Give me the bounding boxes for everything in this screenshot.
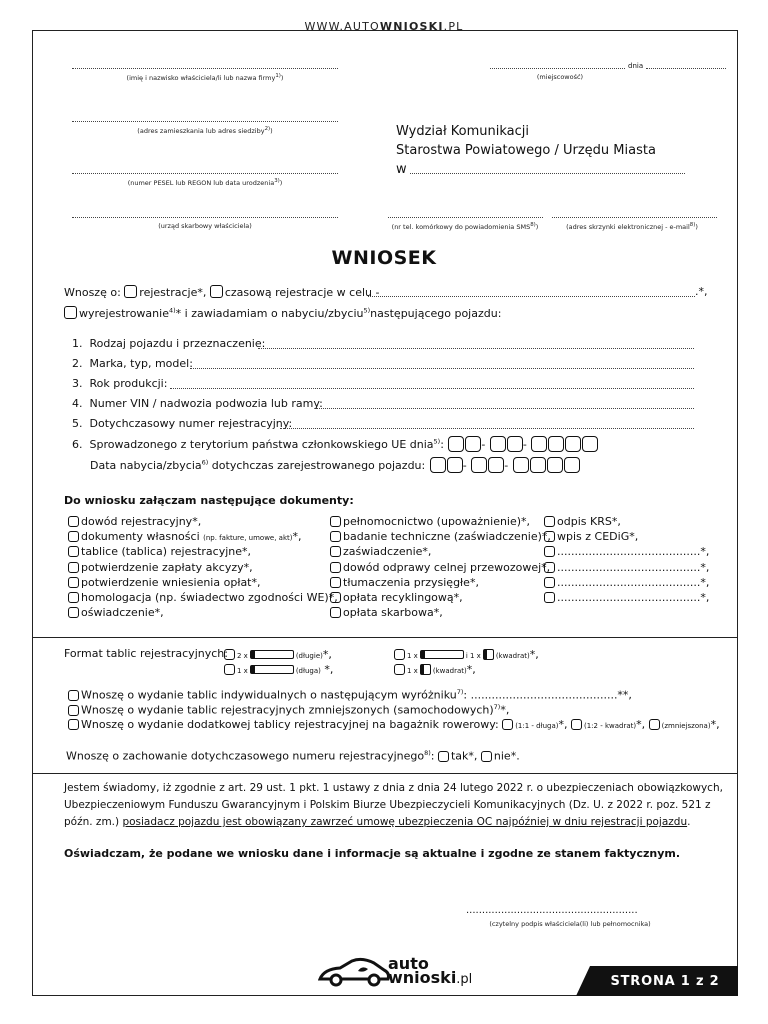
site-url: WWW.AUTOWNIOSKI.PL [304,20,464,33]
place-caption: (miejscowość) [536,73,584,81]
attachment-checkbox[interactable] [68,607,79,618]
attachment-item: wpis z CEDiG*, [544,530,638,543]
date-box[interactable] [465,436,481,452]
temporary-checkbox[interactable] [210,285,223,298]
production-year-input[interactable] [170,388,694,389]
attachment-item: .........................................*, [544,545,709,558]
phone-caption: (nr tel. komórkowy do powiadomienia SMS$^{8)}$) [391,222,539,232]
attachment-item: .........................................*, [544,576,709,589]
vehicle-field-5: 5. Dotychczasowy numer rejestracyjny: [72,417,293,430]
plate-checkbox[interactable] [224,664,235,675]
email-caption: (adres skrzynki elektronicznej - e-mail$^{8)}$) [566,222,698,232]
vehicle-field-4: 4. Numer VIN / nadwozia podwozia lub ramy: [72,397,323,410]
individual-plates-checkbox[interactable] [68,690,79,701]
dnia-label: dnia [628,62,644,70]
request-line2: wyrejestrowanie$^{4)}$* i zawiadamiam o nabyciu/zbyciu$^{5)}$następującego pojazdu: [64,306,501,320]
keep-yes-checkbox[interactable] [438,751,449,762]
attachment-item: .........................................*, [544,591,709,604]
date-box[interactable] [488,457,504,473]
attachment-checkbox[interactable] [544,531,555,542]
signature-field[interactable]: ...................................................... [466,905,638,916]
statement-line1: Jestem świadomy, iż zgodnie z art. 29 ust. 1 pkt. 1 ustawy z dnia z dnia 24 lutego 2022 r. o ubezpieczeniach obowiązkowych, [64,782,723,794]
form-title: WNIOSEK [331,247,437,269]
attachment-item: dowód rejestracyjny*, [68,515,201,528]
attachment-checkbox[interactable] [68,516,79,527]
long-plate-icon [420,650,464,659]
acquisition-date-row: Data nabycia/zbycia$^{6)}$ dotychczas zarejestrowanego pojazdu: - - [90,457,580,473]
long-plate-icon [250,665,294,674]
vehicle-type-input[interactable] [258,348,694,349]
keep-no-checkbox[interactable] [481,751,492,762]
date-box[interactable] [548,436,564,452]
date-field[interactable] [646,68,726,69]
attachment-item: dokumenty własności (np. fakture, umowe, akt)*, [68,530,302,543]
date-box[interactable] [565,436,581,452]
attachment-item: homologacja (np. świadectwo zgodności WE)*, [68,591,338,604]
statement-line2: Ubezpieczeniowym Funduszu Gwarancyjnym i Polskim Biurze Ubezpieczycieli Komunikacyjnych (Dz. U. z 2022 r. poz. 521 z [64,799,711,811]
tax-office-field[interactable] [72,217,338,218]
attachment-checkbox[interactable] [544,546,555,557]
date-box[interactable] [507,436,523,452]
date-box[interactable] [530,457,546,473]
plate-checkbox[interactable] [224,649,235,660]
office-city-field[interactable] [410,173,685,174]
temporary-purpose-field[interactable] [368,296,695,297]
date-box[interactable] [513,457,529,473]
reduced-plates-checkbox[interactable] [68,705,79,716]
attachment-checkbox[interactable] [68,562,79,573]
date-box[interactable] [582,436,598,452]
plate-option-1-square: 1 x (kwadrat)*, [394,663,476,676]
attachment-item: opłata recyklingową*, [330,591,463,604]
vehicle-field-3: 3. Rok produkcji: [72,377,168,390]
plate-option-2-long: 2 x (długie)*, [224,648,332,661]
plate-option-1-long: 1 x (długa) *, [224,663,333,676]
bike-plate-checkbox[interactable] [68,719,79,730]
addressee-line2: Starostwa Powiatowego / Urzędu Miasta [396,143,656,158]
reduced-plates-row: Wnoszę o wydanie tablic rejestracyjnych zmniejszonych (samochodowych)$^{7)}$*, [68,703,509,717]
attachment-checkbox[interactable] [544,592,555,603]
address-caption: (adres zamieszkania lub adres siedziby$^{2)}$) [137,126,273,136]
attachment-checkbox[interactable] [330,607,341,618]
attachment-checkbox[interactable] [330,546,341,557]
vehicle-field-2: 2. Marka, typ, model: [72,357,193,370]
plates-label: Format tablic rejestracyjnych: [64,647,228,660]
declaration: Oświadczam, że podane we wniosku dane i informacje są aktualne i zgodne ze stanem faktycznym. [64,847,681,860]
attachment-checkbox[interactable] [68,592,79,603]
phone-field[interactable] [388,217,543,218]
date-box[interactable] [547,457,563,473]
attachment-item: opłata skarbowa*, [330,606,443,619]
addressee-line3: w [396,162,407,177]
date-box[interactable] [430,457,446,473]
vin-input[interactable] [316,408,694,409]
attachment-checkbox[interactable] [330,516,341,527]
car-logo-icon [318,957,390,987]
attachment-checkbox[interactable] [544,562,555,573]
old-plate-input[interactable] [280,428,694,429]
section-divider [32,637,738,638]
attachment-item: tablice (tablica) rejestracyjne*, [68,545,251,558]
attachments-title: Do wniosku załączam następujące dokumenty: [64,494,354,507]
page-number: STRONA 1 z 2 [610,974,720,989]
long-plate-icon [250,650,294,659]
vehicle-field-1: 1. Rodzaj pojazdu i przeznaczenie: [72,337,266,350]
addressee-line1: Wydział Komunikacji [396,124,530,139]
pesel-caption: (numer PESEL lub REGON lub data urodzenia$^{3)}$) [127,178,283,188]
deregistration-checkbox[interactable] [64,306,77,319]
section-divider [32,773,738,774]
attachment-item: pełnomocnictwo (upoważnienie)*, [330,515,530,528]
attachment-checkbox[interactable] [544,516,555,527]
owner-caption: (imię i nazwisko właściciela/li lub nazwa firmy$^{1)}$) [126,73,284,83]
attachment-item: dowód odprawy celnej przewozowej*, [330,561,550,574]
square-plate-icon [483,649,494,660]
attachment-checkbox[interactable] [68,577,79,588]
request-line1: Wnoszę o: rejestracje*, czasową rejestracje w celu - [64,286,380,299]
registration-checkbox[interactable] [124,285,137,298]
pesel-field[interactable] [72,173,338,174]
attachment-item: zaświadczenie*, [330,545,431,558]
acquisition-date-boxes: - - [429,459,580,472]
date-box[interactable] [490,436,506,452]
attachment-item: odpis KRS*, [544,515,621,528]
plate-checkbox[interactable] [394,664,405,675]
attachment-checkbox[interactable] [330,531,341,542]
keep-number-row: Wnoszę o zachowanie dotychczasowego numeru rejestracyjnego$^{8)}$: tak*, nie*. [66,749,520,763]
brand-logo: auto wnioski.pl [388,954,473,987]
email-field[interactable] [552,217,717,218]
attachment-checkbox[interactable] [330,562,341,573]
attachment-item: tłumaczenia przysięgłe*, [330,576,479,589]
import-date-boxes: - - [447,438,598,451]
vehicle-field-6: 6. Sprowadzonego z terytorium państwa członkowskiego UE dnia$^{5)}$: - - [72,436,598,452]
individual-plates-row: Wnoszę o wydanie tablic indywidualnych o następującym wyróżniku$^{7)}$: ..........................................**, [68,688,632,702]
date-box[interactable] [564,457,580,473]
attachment-item: .........................................*, [544,561,709,574]
plate-checkbox[interactable] [394,649,405,660]
tax-office-caption: (urząd skarbowy właściciela) [158,222,252,230]
date-box[interactable] [448,436,464,452]
attachment-item: potwierdzenie wniesienia opłat*, [68,576,261,589]
address-field[interactable] [72,121,338,122]
make-model-input[interactable] [190,368,694,369]
attachment-checkbox[interactable] [544,577,555,588]
date-box[interactable] [471,457,487,473]
bike-option-checkbox[interactable] [571,719,582,730]
attachment-item: badanie techniczne (zaświadczenie)*, [330,530,551,543]
place-field[interactable] [490,68,625,69]
bike-option-checkbox[interactable] [502,719,513,730]
attachment-checkbox[interactable] [68,546,79,557]
owner-name-field[interactable] [72,68,338,69]
date-box[interactable] [531,436,547,452]
bike-plate-row: Wnoszę o wydanie dodatkowej tablicy rejestracyjnej na bagażnik rowerowy: (1:1 - długa)*, (1:2 - kwadrat)*, (zmniejszona)*, [68,718,720,731]
attachment-checkbox[interactable] [330,592,341,603]
plate-option-long-square: 1 x i 1 x (kwadrat)*, [394,648,539,661]
attachment-checkbox[interactable] [330,577,341,588]
temporary-end: .*, [695,285,708,298]
attachment-item: potwierdzenie zapłaty akcyzy*, [68,561,253,574]
attachment-checkbox[interactable] [68,531,79,542]
statement-line3: późn. zm.) posiadacz pojazdu jest obowiązany zawrzeć umowę ubezpieczenia OC najpóźniej w dniu rejestracji pojazdu. [64,816,691,828]
square-plate-icon [420,664,431,675]
bike-option-checkbox[interactable] [649,719,660,730]
date-box[interactable] [447,457,463,473]
attachment-item: oświadczenie*, [68,606,164,619]
signature-caption: (czytelny podpis właściciela(li) lub pełnomocnika) [489,920,651,928]
